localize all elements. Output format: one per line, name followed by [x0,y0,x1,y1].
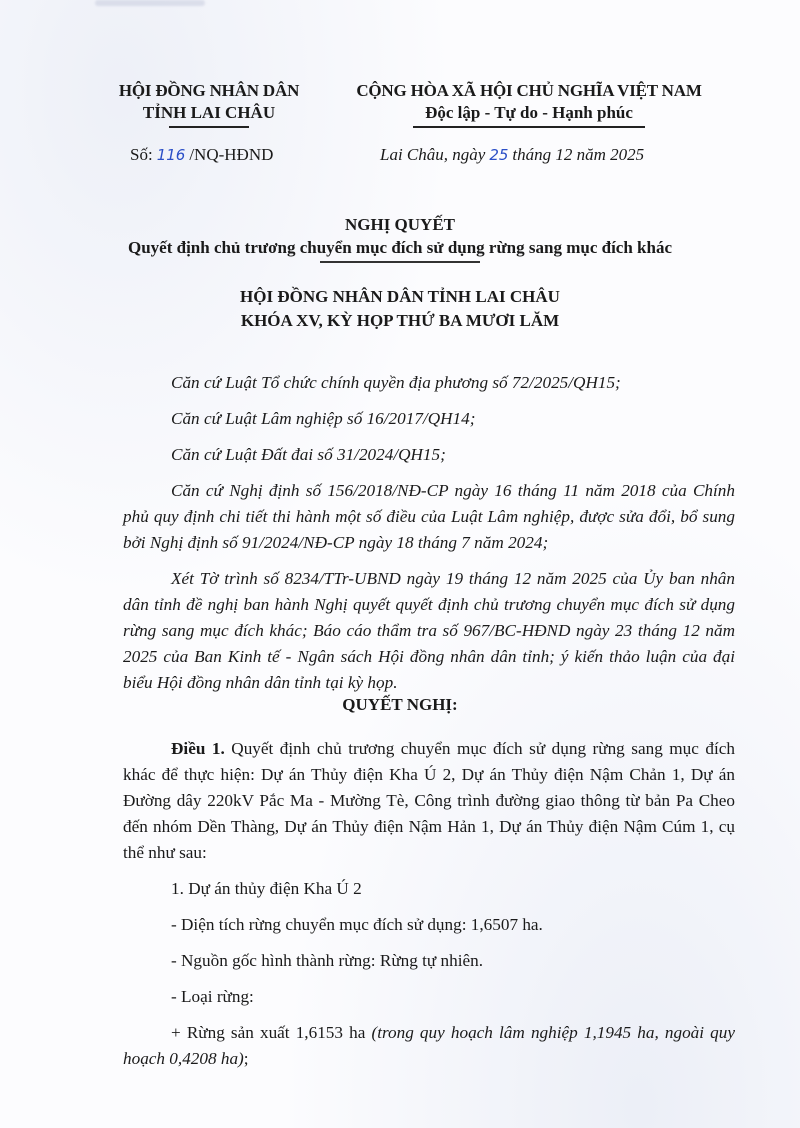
date-suffix: tháng 12 năm 2025 [512,145,645,164]
council-block [0,285,800,333]
issuer-province: TỈNH LAI CHÂU [142,103,276,122]
issuer-underline [169,126,249,128]
document-date [380,145,644,165]
number-suffix: /NQ-HĐND [189,145,274,164]
project-production-forest [123,1020,735,1072]
project-forest-type: - Loại rừng: [171,987,254,1006]
national-motto: Độc lập - Tự do - Hạnh phúc [425,103,633,122]
council-name: HỘI ĐỒNG NHÂN DÂN TỈNH LAI CHÂU [240,287,560,306]
date-prefix: Lai Châu, ngày [380,145,486,164]
scan-smudge [95,0,205,6]
article-text: Quyết định chủ trương chuyển mục đích sử dụng rừng sang mục đích khác để thực hiện: Dự án Thủy điện Kha Ú 2, Dự án Thủy điện Nậm Chản 1, Dự án Đường dây 220kV Pắc Ma - Mường Tè, Công trình đường giao thông từ bản Pa Cheo đến nhóm Dền Thàng, Dự án Thủy điện Nậm Hản 1, Dự án Thủy điện Nậm Cúm 1, cụ thể như sau: [123,739,736,862]
issuer-block [112,80,306,128]
project-title: 1. Dự án thủy điện Kha Ú 2 [171,879,362,898]
motto-underline [413,126,645,128]
legal-basis-item: Căn cứ Luật Tổ chức chính quyền địa phương số 72/2025/QH15; [171,373,621,392]
legal-basis-item: Xét Tờ trình số 8234/TTr-UBND ngày 19 tháng 12 năm 2025 của Ủy ban nhân dân tỉnh đề nghị ban hành Nghị quyết quyết định chủ trương chuyển mục đích sử dụng rừng sang mục đích khác; Báo cáo thẩm tra số 967/BC-HĐND ngày 23 tháng 12 năm 2025 của Ban Kinh tế - Ngân sách Hội đồng nhân dân tỉnh; ý kiến thảo luận của đại biểu Hội đồng nhân dân tỉnh tại kỳ họp. [123,569,735,692]
project-area: - Diện tích rừng chuyển mục đích sử dụng: 1,6507 ha. [171,915,543,934]
issuer-name: HỘI ĐỒNG NHÂN DÂN [118,81,300,100]
number-prefix: Số: [130,145,153,164]
article-1 [123,736,735,1082]
production-forest-detail: (trong quy hoạch lâm nghiệp 1,1945 ha, ngoài quy hoạch 0,4208 ha) [123,1023,735,1068]
nation-name: CỘNG HÒA XÃ HỘI CHỦ NGHĨA VIỆT NAM [356,81,702,100]
production-forest-main: + Rừng sản xuất 1,6153 ha [171,1023,372,1042]
date-day-handwritten: 25 [489,146,509,164]
article-label: Điều 1. [171,739,225,758]
document-type: NGHỊ QUYẾT [344,215,456,234]
production-forest-end: ; [243,1049,249,1068]
council-session: KHÓA XV, KỲ HỌP THỨ BA MƯƠI LĂM [240,311,560,330]
national-motto-block [338,80,720,128]
document-number [130,145,273,165]
legal-basis-item: Căn cứ Luật Đất đai số 31/2024/QH15; [171,445,446,464]
article-1-intro [123,736,735,866]
legal-basis-item: Căn cứ Luật Lâm nghiệp số 16/2017/QH14; [171,409,476,428]
decision-heading: QUYẾT NGHỊ: [342,695,458,714]
legal-basis-item: Căn cứ Nghị định số 156/2018/NĐ-CP ngày 16 tháng 11 năm 2018 của Chính phủ quy định chi tiết thi hành một số điều của Luật Lâm nghiệp, được sửa đổi, bổ sung bởi Nghị định số 91/2024/NĐ-CP ngày 18 tháng 7 năm 2024; [123,481,735,552]
title-block [0,213,800,263]
document-subject: Quyết định chủ trương chuyển mục đích sử dụng rừng sang mục đích khác [128,238,672,257]
legal-basis [123,370,735,706]
project-origin: - Nguồn gốc hình thành rừng: Rừng tự nhiên. [171,951,483,970]
subject-underline [320,261,480,263]
number-handwritten: 116 [156,146,186,164]
